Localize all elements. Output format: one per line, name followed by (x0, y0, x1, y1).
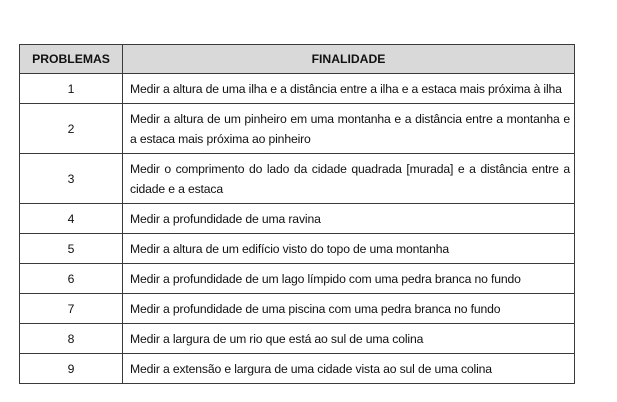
problem-number: 2 (20, 104, 123, 154)
table-row (20, 74, 575, 104)
table-row (20, 264, 575, 294)
problem-number: 3 (20, 154, 123, 204)
problem-purpose: Medir a altura de um edifício visto do topo de uma montanha (123, 234, 575, 264)
table-row (20, 294, 575, 324)
problem-number: 8 (20, 324, 123, 354)
table-header-row (20, 45, 575, 74)
problem-purpose: Medir a profundidade de uma ravina (123, 204, 575, 234)
table-row (20, 204, 575, 234)
problem-number: 9 (20, 354, 123, 384)
problem-number: 6 (20, 264, 123, 294)
problem-purpose: Medir a profundidade de um lago límpido com uma pedra branca no fundo (123, 264, 575, 294)
header-problems: PROBLEMAS (20, 45, 123, 74)
problem-number: 7 (20, 294, 123, 324)
table-row (20, 324, 575, 354)
problem-number: 4 (20, 204, 123, 234)
problems-table (19, 44, 575, 384)
problem-purpose: Medir a profundidade de uma piscina com uma pedra branca no fundo (123, 294, 575, 324)
problem-number: 5 (20, 234, 123, 264)
problem-purpose: Medir o comprimento do lado da cidade quadrada [murada] e a distância entre a cidade e a estaca (123, 154, 575, 204)
problem-purpose: Medir a altura de uma ilha e a distância entre a ilha e a estaca mais próxima à ilha (123, 74, 575, 104)
problem-purpose: Medir a largura de um rio que está ao sul de uma colina (123, 324, 575, 354)
problem-purpose: Medir a extensão e largura de uma cidade vista ao sul de uma colina (123, 354, 575, 384)
header-purpose: FINALIDADE (123, 45, 575, 74)
table-row (20, 104, 575, 154)
problem-purpose: Medir a altura de um pinheiro em uma montanha e a distância entre a montanha e a estaca mais próxima ao pinheiro (123, 104, 575, 154)
table-row (20, 234, 575, 264)
table-row (20, 354, 575, 384)
problem-number: 1 (20, 74, 123, 104)
table-row (20, 154, 575, 204)
